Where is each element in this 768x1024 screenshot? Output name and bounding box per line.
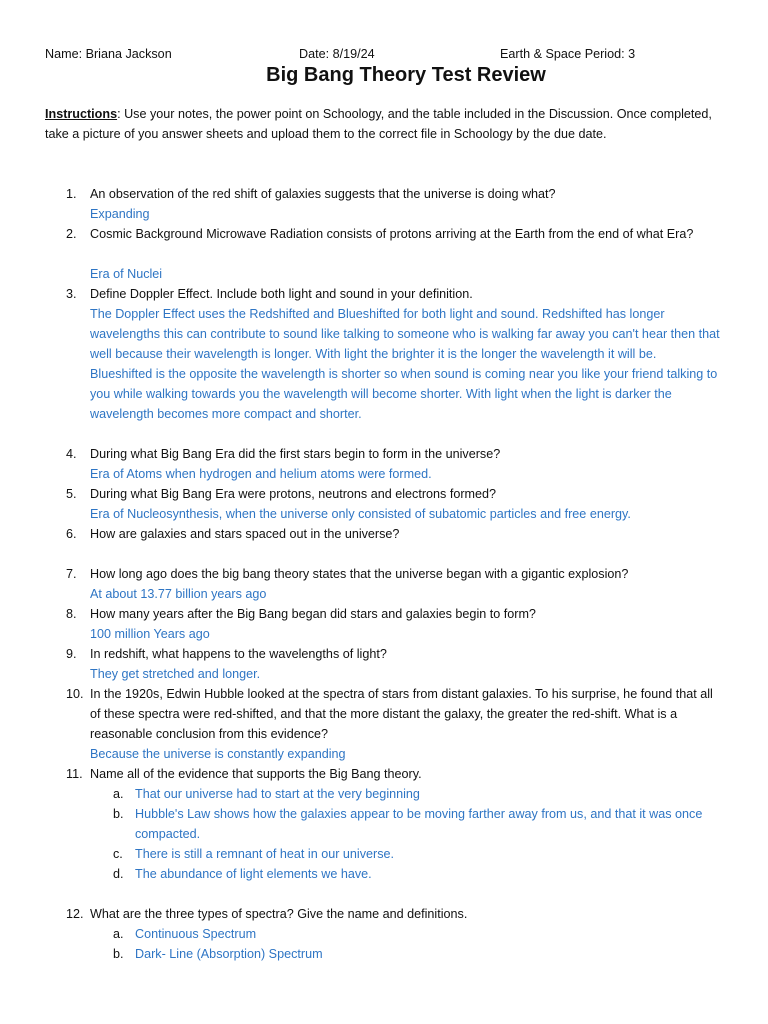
question-item (0, 184, 720, 224)
sub-answer-letter: b. (113, 807, 124, 821)
answer-text: The Doppler Effect uses the Redshifted and Blueshifted for both light and sound. Redshifted has longer wavelengths this can contribute to sound like talking to someone who is walking far away you can't hear then that well because their wavelength is longer. With light the brighter it is the longer the wavelength it will be. Blueshifted is the opposite the wavelength is shorter so when sound is coming near you like your friend talking to you while walking towards you the wavelength will become shorter. With light when the light is darker the wavelength becomes more compact and shorter. (90, 307, 720, 421)
sub-answer-letter: d. (113, 867, 124, 881)
sub-answer-text: Hubble's Law shows how the galaxies appear to be moving farther away from us, and that it was once compacted. (135, 807, 703, 841)
sub-answer-item (90, 804, 720, 844)
question-item (0, 444, 720, 484)
question-number: 10. (66, 687, 84, 701)
answer-text: Because the universe is constantly expanding (90, 747, 346, 761)
question-text: How are galaxies and stars spaced out in the universe? (90, 527, 400, 541)
sub-answer-item (90, 784, 720, 804)
question-item (0, 524, 720, 564)
question-text: Cosmic Background Microwave Radiation consists of protons arriving at the Earth from the end of what Era? (90, 227, 694, 241)
sub-answer-text: That our universe had to start at the very beginning (135, 787, 420, 801)
question-item (0, 284, 720, 444)
instructions-text: : Use your notes, the power point on Schoology, and the table included in the Discussion. Once completed, take a picture of you answer sheets and upload them to the correct file in Schoology by the due date. (45, 107, 712, 141)
question-text: In redshift, what happens to the wavelengths of light? (90, 647, 387, 661)
question-number: 12. (66, 907, 84, 921)
question-text: How long ago does the big bang theory states that the universe began with a gigantic explosion? (90, 567, 629, 581)
question-number: 8. (66, 607, 77, 621)
sub-answer-text: There is still a remnant of heat in our universe. (135, 847, 394, 861)
instructions-label: Instructions (45, 107, 118, 121)
question-item (0, 684, 720, 764)
question-item (0, 604, 720, 644)
answer-text: 100 million Years ago (90, 627, 210, 641)
blank-line (90, 544, 720, 564)
answer-text: Era of Nucleosynthesis, when the universe only consisted of subatomic particles and free energy. (90, 507, 631, 521)
answer-text: They get stretched and longer. (90, 667, 261, 681)
question-item (0, 764, 720, 904)
question-text: During what Big Bang Era were protons, neutrons and electrons formed? (90, 487, 497, 501)
question-number: 7. (66, 567, 77, 581)
question-number: 5. (66, 487, 77, 501)
question-item (0, 644, 720, 684)
sub-answer-list (90, 924, 720, 964)
question-item (0, 904, 720, 964)
sub-answer-letter: a. (113, 927, 124, 941)
question-item (0, 484, 720, 524)
answer-text: Era of Atoms when hydrogen and helium atoms were formed. (90, 467, 432, 481)
question-text: Define Doppler Effect. Include both light and sound in your definition. (90, 287, 473, 301)
answer-text: Era of Nuclei (90, 267, 163, 281)
sub-answer-letter: a. (113, 787, 124, 801)
sub-answer-item (90, 844, 720, 864)
blank-line (90, 884, 720, 904)
sub-answer-list (90, 784, 720, 884)
sub-answer-letter: b. (113, 947, 124, 961)
answer-text: Expanding (90, 207, 150, 221)
question-number: 9. (66, 647, 77, 661)
question-number: 11. (66, 767, 83, 781)
question-text: An observation of the red shift of galaxies suggests that the universe is doing what? (90, 187, 556, 201)
question-number: 3. (66, 287, 77, 301)
question-item (0, 564, 720, 604)
question-text: During what Big Bang Era did the first stars begin to form in the universe? (90, 447, 501, 461)
sub-answer-item (90, 864, 720, 884)
question-number: 1. (66, 187, 77, 201)
question-text: How many years after the Big Bang began did stars and galaxies begin to form? (90, 607, 536, 621)
sub-answer-item (90, 924, 720, 944)
sub-answer-text: The abundance of light elements we have. (135, 867, 372, 881)
page-title: Big Bang Theory Test Review (266, 64, 546, 86)
question-list (0, 184, 768, 964)
sub-answer-text: Dark- Line (Absorption) Spectrum (135, 947, 323, 961)
question-text: What are the three types of spectra? Give the name and definitions. (90, 907, 468, 921)
header-line (0, 47, 768, 65)
sub-answer-letter: c. (113, 847, 123, 861)
question-text: Name all of the evidence that supports the Big Bang theory. (90, 767, 422, 781)
sub-answer-text: Continuous Spectrum (135, 927, 257, 941)
date: Date: 8/19/24 (299, 47, 375, 61)
instructions (45, 104, 735, 144)
blank-line (90, 424, 720, 444)
class-period: Earth & Space Period: 3 (500, 47, 636, 61)
student-name: Name: Briana Jackson (45, 47, 172, 61)
blank-line (90, 244, 720, 264)
question-number: 2. (66, 227, 77, 241)
question-text: In the 1920s, Edwin Hubble looked at the spectra of stars from distant galaxies. To his surprise, he found that all of these spectra were red-shifted, and that the more distant the galaxy, the greater the red-shift. What is a reasonable conclusion from this evidence? (90, 687, 713, 741)
question-item (0, 224, 720, 284)
answer-text: At about 13.77 billion years ago (90, 587, 267, 601)
question-number: 4. (66, 447, 77, 461)
question-number: 6. (66, 527, 77, 541)
sub-answer-item (90, 944, 720, 964)
